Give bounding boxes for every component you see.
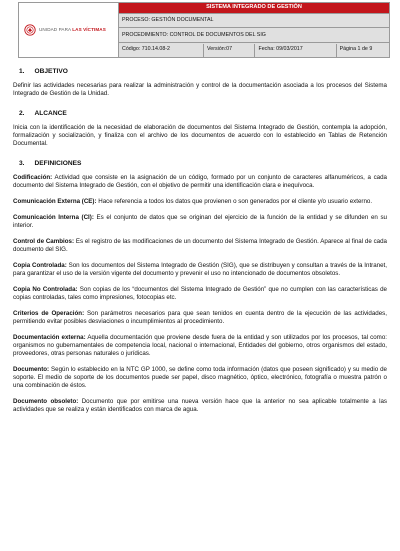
proceso-field: PROCESO: GESTIÓN DOCUMENTAL bbox=[119, 13, 390, 28]
definition-item: Control de Cambios: Es el registro de las modificaciones de un documento del Sistema Integrado de Gestión. Aparece al final de cada documento del SIG. bbox=[13, 238, 387, 253]
definition-item: Documentación externa: Aquella documentación que proviene desde fuera de la entidad y son utilizados por los procesos, tal como: organismos no gubernamentales de competencia local, nacional o internacional, Entidades del gobierno, otros organismos del estado, proveedores, otras personas naturales o jurídicas. bbox=[13, 334, 387, 357]
definition-item: Documento obsoleto: Documento que por emitirse una nueva versión hace que la anterior no sea aplicable totalmente a las actividades que se realiza y están identificados con marca de agua. bbox=[13, 398, 388, 413]
codigo-field: Código: 710.14.08-2 bbox=[119, 44, 204, 57]
document-header bbox=[18, 2, 390, 58]
definition-item: Comunicación Interna (CI): Es el conjunto de datos que se originan del ejercicio de la función de la entidad y se difunden en su interior. bbox=[13, 214, 387, 229]
section-heading-alcance: 2. ALCANCE bbox=[19, 110, 67, 117]
definition-item: Codificación: Actividad que consiste en la asignación de un código, formado por un conjunto de caracteres alfanuméricos, a cada documento del Sistema Integrado de Gestión, con el objetivo de permitir una identificación clara e inequívoca. bbox=[13, 174, 387, 189]
section-heading-objetivo: 1. OBJETIVO bbox=[19, 68, 68, 75]
seal-icon bbox=[24, 24, 36, 36]
version-field: Versión:07 bbox=[204, 44, 255, 57]
alcance-text: Inicia con la identificación de la necesidad de elaboración de documentos del Sistema Integrado de Gestión, contempla la adopción, formalización y socialización, y finaliza con el archivo de los documentos de acuerdo con lo establecido en Tablas de Retención Documental. bbox=[13, 124, 387, 147]
entity-logo bbox=[22, 24, 115, 36]
section-heading-definiciones: 3. DEFINICIONES bbox=[19, 160, 82, 167]
document-body bbox=[13, 68, 387, 422]
logo-cell bbox=[19, 3, 119, 58]
definition-item: Documento: Según lo establecido en la NTC GP 1000, se define como toda información (datos que poseen significado) y su medio de soporte. El medio de soporte de los documentos puede ser papel, disco magnético, óptico, electrónico, fotografía o muestra patrón o una combinación de éstos. bbox=[13, 366, 387, 389]
definition-item: Comunicación Externa (CE): Hace referencia a todos los datos que provienen o son generados por el cliente y/o usuario externo. bbox=[13, 198, 373, 205]
procedimiento-field: PROCEDIMIENTO: CONTROL DE DOCUMENTOS DEL SIG bbox=[119, 28, 390, 43]
definition-item: Criterios de Operación: Son parámetros necesarios para que sean tenidos en cuenta dentro de la ejecución de las actividades, permitiendo evitar posibles desviaciones o incumplimientos al procedimiento. bbox=[13, 310, 387, 325]
meta-row-cell bbox=[119, 43, 390, 58]
objetivo-text: Definir las actividades necesarias para realizar la administración y control de la documentación asociada a los procesos del Sistema Integrado de Gestión de la Unidad. bbox=[13, 82, 387, 97]
logo-text: UNIDAD PARA LAS VÍCTIMAS bbox=[39, 26, 106, 32]
definition-item: Copia No Controlada: Son copias de los “documentos del Sistema Integrado de Gestión” que no cumplen con las características de copias controladas, tales como impresiones, fotocopias etc. bbox=[13, 286, 388, 301]
fecha-field: Fecha: 09/03/2017 bbox=[255, 44, 336, 57]
system-title: SISTEMA INTEGRADO DE GESTIÓN bbox=[119, 3, 390, 14]
definition-item: Copia Controlada: Son los documentos del Sistema Integrado de Gestión (SIG), que se distribuyen y consultan a través de la Intranet, para garantizar el uso de la versión vigente del documento y prevenir el uso no intencionado de documentos obsoletos. bbox=[13, 262, 387, 277]
pagina-field: Página 1 de 9 bbox=[339, 46, 373, 53]
